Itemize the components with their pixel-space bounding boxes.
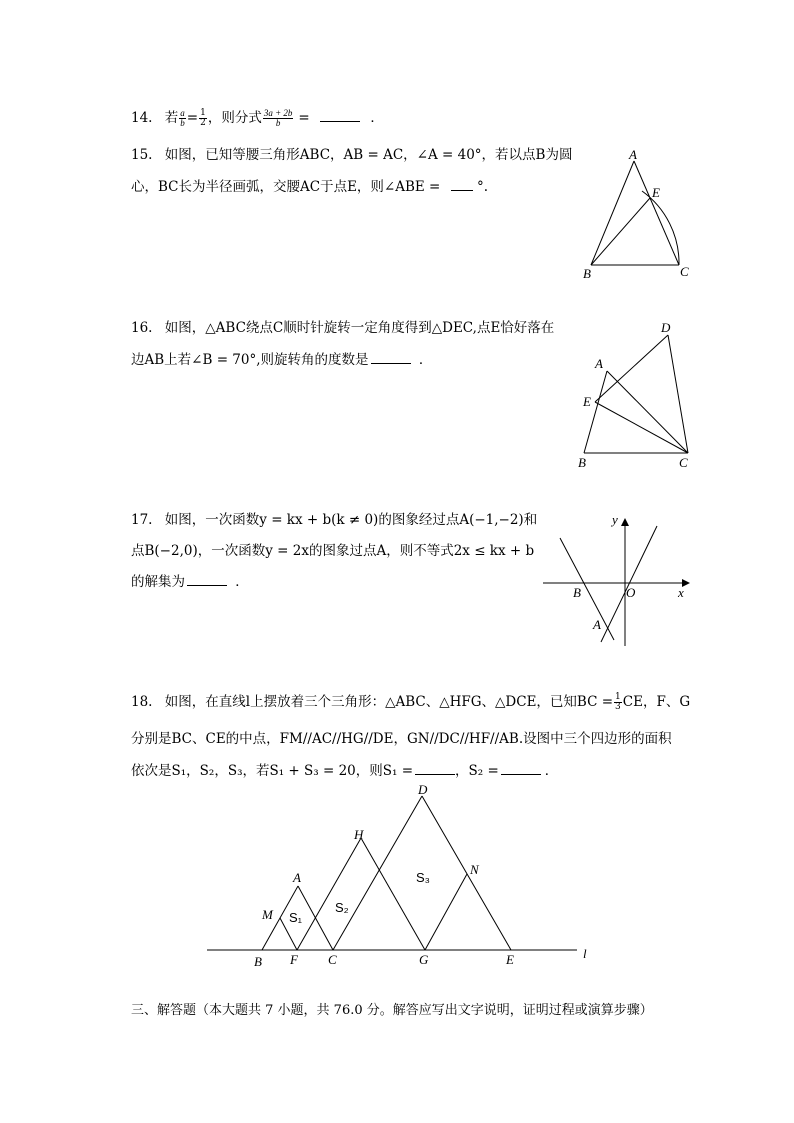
q18-label-s3: S₃	[416, 870, 430, 885]
q18-segment-fh	[297, 838, 361, 950]
q15-number: 15.	[131, 147, 153, 163]
q15-answer-blank[interactable]	[451, 178, 473, 191]
q15-text1: 如图，已知等腰三角形ABC，AB = AC，∠A = 40°，若以点B为圆	[164, 147, 573, 163]
q14-eq: =	[186, 110, 199, 126]
q18-label-f: F	[290, 952, 298, 967]
question-18-line1	[131, 693, 690, 712]
q18-label-h: H	[354, 827, 364, 842]
q16-label-a: A	[595, 356, 603, 371]
q17-text3: 的解集为	[131, 574, 185, 590]
question-15-line2	[131, 178, 488, 196]
q14-frac-half: $\frac{1}{2}$	[200, 108, 206, 128]
q18-s1-answer-blank[interactable]	[415, 762, 455, 775]
question-17-line2	[131, 542, 534, 560]
q16-side-ed	[595, 335, 668, 402]
question-18-line2	[131, 730, 672, 748]
q18-text3b: ，S₂ =	[455, 763, 499, 779]
q18-text1a: 如图，在直线l上摆放着三个三角形：△ABC、△HFG、△DCE，已知BC =	[164, 694, 614, 710]
q15-segment-be	[591, 198, 650, 265]
q17-label-o: O	[626, 585, 636, 600]
q15-label-b: B	[583, 266, 591, 281]
question-17-line3	[131, 573, 249, 591]
q16-side-ec	[595, 402, 688, 453]
q15-figure	[580, 145, 700, 280]
q14-frac-expr: $\frac{3a + 2b}{b}$	[263, 108, 293, 128]
q18-label-g: G	[419, 952, 429, 967]
q17-label-x: x	[678, 585, 684, 600]
q18-label-s1: S₁	[289, 910, 303, 925]
q16-label-e: E	[583, 394, 591, 409]
q18-text1b: CE，F、G	[622, 694, 691, 710]
q17-line-kx-b	[560, 538, 614, 640]
q14-number: 14.	[131, 110, 153, 126]
q14-end: ．	[370, 110, 384, 126]
question-15-line1	[131, 146, 572, 164]
q18-s2-answer-blank[interactable]	[501, 762, 541, 775]
q18-frac-third: $\frac{1}{3}$	[615, 692, 621, 712]
q18-label-c: C	[328, 952, 337, 967]
q18-label-b: B	[254, 954, 262, 969]
q18-label-s2: S₂	[335, 900, 349, 915]
q18-label-a: A	[293, 870, 301, 885]
q18-text3c: ．	[544, 763, 559, 779]
q18-label-l: l	[583, 946, 587, 961]
q16-label-c: C	[679, 455, 688, 470]
q16-label-b: B	[578, 455, 586, 470]
q15-side-ac	[634, 161, 679, 265]
q18-label-m: M	[262, 907, 273, 922]
question-18-line3	[131, 762, 558, 780]
q17-text2: 点B(−2,0)，一次函数y = 2x的图象过点A，则不等式2x ≤ kx + b	[131, 543, 535, 559]
q16-text1: 如图，△ABC绕点C顺时针旋转一定角度得到△DEC,点E恰好落在	[164, 320, 555, 336]
q16-text2: 边AB上若∠B = 70°,则旋转角的度数是	[131, 352, 369, 368]
q15-degree: °.	[476, 179, 489, 195]
q17-end: ．	[235, 574, 249, 590]
q17-label-y: y	[612, 512, 618, 527]
q16-end: ．	[418, 352, 433, 368]
q18-label-d: D	[418, 782, 428, 797]
q17-number: 17.	[131, 512, 153, 528]
q17-line-2x	[601, 526, 657, 642]
q18-text2: 分别是BC、CE的中点，FM//AC//HG//DE，GN//DC//HF//AB.设图中三个四边形的面积	[131, 731, 672, 747]
q18-segment-hg	[361, 838, 425, 950]
q14-answer-blank[interactable]	[320, 109, 360, 122]
q18-figure	[205, 782, 600, 972]
q18-segment-de	[422, 796, 511, 950]
section-3-heading: 三、解答题（本大题共 7 小题，共 76.0 分。解答应写出文字说明，证明过程或演算步骤）	[131, 1003, 653, 1018]
q18-number: 18.	[131, 694, 153, 710]
q17-text1: 如图，一次函数y = kx + b(k ≠ 0)的图象经过点A(−1,−2)和	[164, 512, 538, 528]
q15-label-a: A	[629, 147, 637, 162]
q15-arc	[642, 191, 679, 265]
question-16-line2	[131, 351, 432, 369]
q16-side-ab	[584, 371, 607, 453]
q17-answer-blank[interactable]	[187, 573, 227, 586]
q14-frac-ab: $\frac{a}{b}$	[180, 108, 185, 128]
q16-answer-blank[interactable]	[371, 351, 411, 364]
q18-segment-gn	[425, 874, 467, 950]
q18-segment-cd	[333, 796, 422, 950]
question-14	[131, 109, 384, 128]
q16-number: 16.	[131, 320, 153, 336]
q14-eq2: =	[298, 110, 310, 126]
q15-text2: 心，BC长为半径画弧，交腰AC于点E，则∠ABE =	[131, 179, 441, 195]
q17-figure	[540, 510, 695, 650]
q18-label-n: N	[470, 862, 479, 877]
q15-label-e: E	[652, 185, 660, 200]
q18-label-e: E	[506, 952, 514, 967]
q15-label-c: C	[680, 264, 689, 279]
q16-figure	[578, 318, 703, 473]
q17-label-b: B	[573, 585, 581, 600]
q17-label-a: A	[593, 617, 601, 632]
q14-pre: 若	[164, 110, 179, 126]
q15-side-ab	[591, 161, 634, 265]
q14-mid: ，则分式	[207, 110, 262, 126]
question-16-line1	[131, 319, 554, 337]
q16-label-d: D	[661, 320, 671, 335]
question-17-line1	[131, 511, 537, 529]
q18-text3a: 依次是S₁，S₂，S₃，若S₁ + S₃ = 20，则S₁ =	[131, 763, 414, 779]
